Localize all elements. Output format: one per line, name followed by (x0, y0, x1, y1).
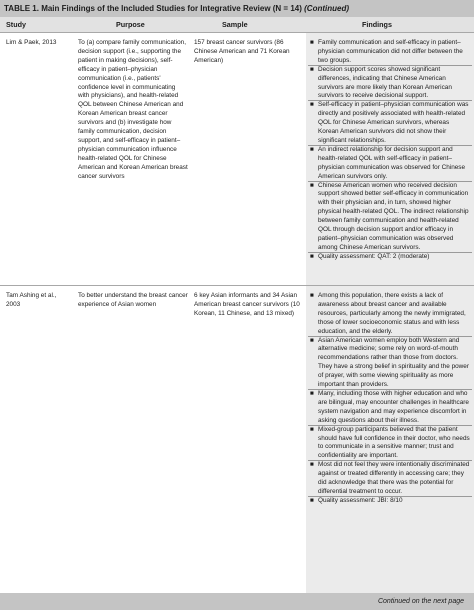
finding-item (310, 253, 470, 262)
finding-text: Family communication and self-efficacy in patient–physician communication did not differ between the two groups. (318, 39, 463, 64)
finding-text: Quality assessment: JBI: 8/10 (318, 496, 403, 504)
finding-item (310, 146, 470, 182)
finding-text: Self-efficacy in patient–physician communication was directly and positively associated with health-related QOL for Chinese American survivors, whereas Korean American survivors did not show their significant relationships. (318, 101, 469, 144)
square-bullet-icon: ■ (310, 461, 314, 469)
finding-item (310, 101, 470, 146)
finding-item (310, 426, 470, 462)
finding-text: Asian American women employ both Western and alternative medicine; some rely on word-of-mouth recommendations rather than those from doctors. They have a strong belief in spirituality and the power of prayer, with some viewing spirituality as more important than providers. (318, 336, 469, 389)
column-header-purpose: Purpose (116, 20, 145, 29)
finding-divider (308, 100, 472, 101)
finding-text: Many, including those with higher education and who are bilingual, may encounter challenges in healthcare system navigation and may experience discomfort in asking questions about their illness. (318, 389, 469, 424)
column-header-findings: Findings (362, 20, 392, 29)
square-bullet-icon: ■ (310, 145, 314, 153)
square-bullet-icon: ■ (310, 496, 314, 504)
column-header-sample: Sample (222, 20, 248, 29)
finding-divider (308, 252, 472, 253)
study-cell: Tam Ashing et al., 2003 (6, 292, 57, 308)
sample-cell: 157 breast cancer survivors (86 Chinese American and 71 Korean American) (194, 39, 290, 64)
finding-item (310, 497, 470, 506)
finding-divider (308, 496, 472, 497)
purpose-cell: To (a) compare family communication, decision support (i.e., supporting the patient in making decisions), self-efficacy in patient–physician communication (i.e., patients' confidence level in communicating with physicians), and health-related QOL between Chinese American and Korean American breast cancer survivors and (b) investigate how family communication, decision support, and self-efficacy in patient–physician communication influence health-related QOL for Chinese American and Korean American breast cancer survivors (78, 39, 188, 180)
finding-divider (308, 145, 472, 146)
square-bullet-icon: ■ (310, 65, 314, 73)
table-title-bar (0, 0, 474, 17)
square-bullet-icon: ■ (310, 425, 314, 433)
column-header-study: Study (6, 20, 26, 29)
finding-item (310, 39, 470, 66)
finding-divider (308, 65, 472, 66)
finding-item (310, 182, 470, 253)
finding-text: Decision support scores showed significant differences, indicating that Chinese American survivors are more likely than Korean American survivors to receive decisional support. (318, 65, 452, 100)
finding-divider (308, 181, 472, 182)
findings-list (310, 292, 470, 506)
table-row (0, 285, 474, 594)
finding-text: Most did not feel they were intentionally discriminated against or treated differently in accessing care; they did acknowledge that there was the potential for differential treatment to occur. (318, 461, 470, 495)
finding-divider (308, 389, 472, 390)
sample-cell: 6 key Asian informants and 34 Asian American breast cancer survivors (10 Korean, 11 Chinese, and 13 mixed) (194, 292, 300, 317)
square-bullet-icon: ■ (310, 181, 314, 189)
finding-divider (308, 425, 472, 426)
finding-text: Among this population, there exists a lack of awareness about breast cancer and available resources, particularly among the newly immigrated, those of lower socioeconomic status and with less education, and the elderly. (318, 292, 466, 335)
table-header (0, 17, 474, 33)
findings-list (310, 39, 470, 262)
square-bullet-icon: ■ (310, 389, 314, 397)
finding-item (310, 337, 470, 390)
finding-text: Mixed-group participants believed that the patient should have full confidence in their doctor, who needs to communicate in a sensitive manner; trust and confidentiality are important. (318, 425, 470, 460)
finding-divider (308, 460, 472, 461)
finding-item (310, 390, 470, 426)
finding-text: Chinese American women who received decision support showed better self-efficacy in communication with their physician and, in turn, showed higher physical health-related QOL. The indirect relationship between family communication and health-related QOL through decision support and/or efficacy in patient–physician communication was observed among Chinese American survivors. (318, 181, 469, 251)
table-continued-label: (Continued) (304, 4, 349, 13)
finding-divider (308, 336, 472, 337)
square-bullet-icon: ■ (310, 336, 314, 344)
study-cell: Lim & Paek, 2013 (6, 39, 57, 46)
table-row (0, 33, 474, 285)
finding-item (310, 461, 470, 497)
continued-footer: Continued on the next page (0, 593, 474, 610)
square-bullet-icon: ■ (310, 39, 314, 46)
finding-text: An indirect relationship for decision support and health-related QOL with self-efficacy in patient–physician communication was observed for Chinese American survivors only. (318, 145, 466, 180)
square-bullet-icon: ■ (310, 252, 314, 260)
square-bullet-icon: ■ (310, 101, 314, 109)
finding-item (310, 66, 470, 102)
table-title: TABLE 1. Main Findings of the Included Studies for Integrative Review (N = 14) (4, 4, 302, 13)
finding-text: Quality assessment: QAT: 2 (moderate) (318, 252, 430, 260)
square-bullet-icon: ■ (310, 292, 314, 299)
purpose-cell: To better understand the breast cancer experience of Asian women (78, 292, 188, 308)
finding-item (310, 292, 470, 337)
